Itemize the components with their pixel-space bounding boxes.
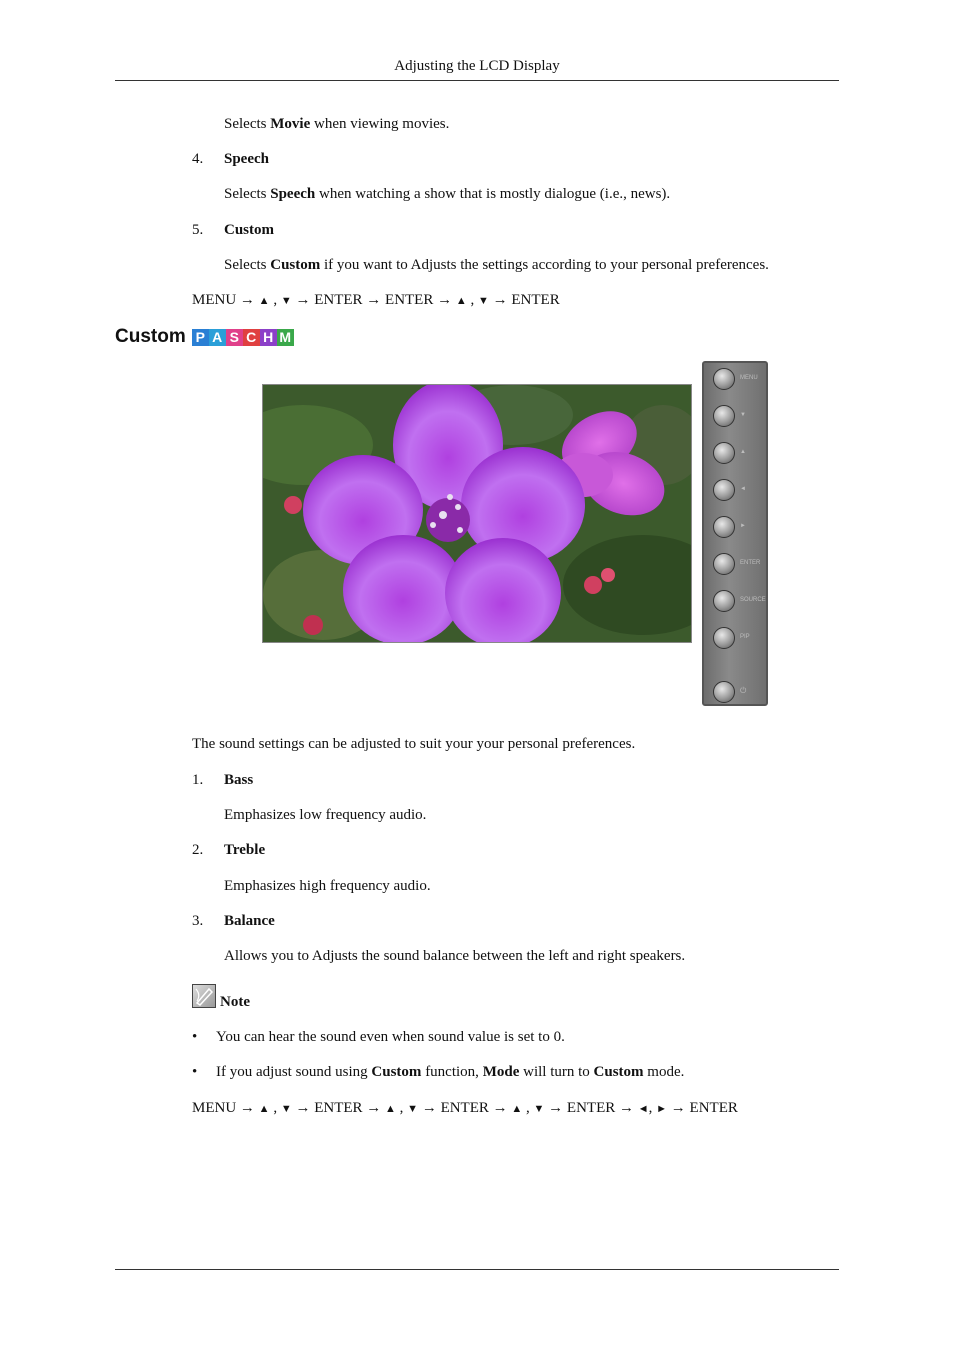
sound-intro: The sound settings can be adjusted to suit your your personal preferences.	[192, 736, 636, 752]
mode-badge-m: M	[277, 329, 294, 346]
speech-description: Selects Speech when watching a show that is mostly dialogue (i.e., news).	[224, 186, 671, 202]
down-arrow-icon: ▼	[533, 1103, 545, 1115]
power-icon: ⏻	[740, 686, 747, 695]
right-arrow-icon: ►	[656, 1103, 668, 1115]
item-number: 3.	[192, 913, 204, 929]
pip-button-label: PIP	[740, 634, 750, 640]
note-label: Note	[220, 994, 250, 1010]
note-bullet-2: If you adjust sound using Custom function, Mode will turn to Custom mode.	[216, 1064, 685, 1080]
enter-button-label: ENTER	[740, 560, 761, 566]
up-arrow-icon: ▲	[258, 295, 270, 307]
mode-badge-c: C	[243, 329, 260, 346]
menu-button[interactable]	[713, 368, 735, 390]
down-button-label: ▼	[740, 412, 746, 418]
up-arrow-icon: ▲	[385, 1103, 396, 1115]
down-arrow-icon: ▼	[280, 1103, 292, 1115]
up-button-label: ▲	[740, 449, 746, 455]
up-button[interactable]	[713, 442, 735, 464]
bullet-icon: •	[192, 1029, 198, 1045]
enter-button[interactable]	[713, 553, 735, 575]
left-button-label: ◄	[740, 486, 746, 492]
item-title-treble: Treble	[224, 842, 266, 858]
bullet-icon: •	[192, 1064, 198, 1080]
item-title-bass: Bass	[224, 772, 254, 788]
monitor-control-panel	[702, 361, 768, 706]
mode-badge-a: A	[209, 329, 226, 346]
treble-description: Emphasizes high frequency audio.	[224, 878, 431, 894]
item-title-balance: Balance	[224, 913, 275, 929]
balance-description: Allows you to Adjusts the sound balance between the left and right speakers.	[224, 948, 686, 964]
bass-description: Emphasizes low frequency audio.	[224, 807, 427, 823]
footer-rule	[115, 1269, 839, 1270]
down-button[interactable]	[713, 405, 735, 427]
item-title-custom: Custom	[224, 222, 275, 238]
mode-badges	[192, 329, 294, 346]
up-arrow-icon: ▲	[511, 1103, 523, 1115]
flower-image-icon	[263, 385, 691, 642]
menu-navigation-path: MENU → ▲ , ▼ → ENTER → ▲ , ▼ → ENTER → ▲ , ▼ → ENTER → ◄, ► → ENTER	[192, 1100, 738, 1116]
item-number: 1.	[192, 772, 204, 788]
source-button[interactable]	[713, 590, 735, 612]
movie-description: Selects Movie when viewing movies.	[224, 116, 450, 132]
menu-button-label: MENU	[740, 375, 758, 381]
source-button-label: SOURCE	[740, 597, 766, 603]
pip-button[interactable]	[713, 627, 735, 649]
down-arrow-icon: ▼	[478, 295, 489, 307]
note-bullet-1: You can hear the sound even when sound value is set to 0.	[216, 1029, 565, 1045]
section-heading-custom: Custom P A S C H M	[115, 326, 294, 348]
note-icon	[192, 984, 216, 1008]
down-arrow-icon: ▼	[407, 1103, 419, 1115]
left-arrow-icon: ◄	[637, 1103, 649, 1115]
item-title-speech: Speech	[224, 151, 269, 167]
flower-photo	[262, 384, 692, 643]
page-header-title: Adjusting the LCD Display	[394, 58, 560, 74]
mode-badge-p: P	[192, 329, 209, 346]
item-number: 5.	[192, 222, 204, 238]
right-button-label: ►	[740, 523, 746, 529]
mode-badge-h: H	[260, 329, 277, 346]
down-arrow-icon: ▼	[280, 295, 292, 307]
power-button[interactable]	[713, 681, 735, 703]
up-arrow-icon: ▲	[258, 1103, 270, 1115]
mode-badge-s: S	[226, 329, 243, 346]
right-button[interactable]	[713, 516, 735, 538]
header-rule	[115, 80, 839, 81]
left-button[interactable]	[713, 479, 735, 501]
menu-navigation-path: MENU → ▲ , ▼ → ENTER → ENTER → ▲ , ▼ → ENTER	[192, 292, 560, 308]
custom-description: Selects Custom if you want to Adjusts the settings according to your personal preferences.	[224, 257, 769, 273]
item-number: 4.	[192, 151, 204, 167]
item-number: 2.	[192, 842, 204, 858]
up-arrow-icon: ▲	[455, 295, 467, 307]
